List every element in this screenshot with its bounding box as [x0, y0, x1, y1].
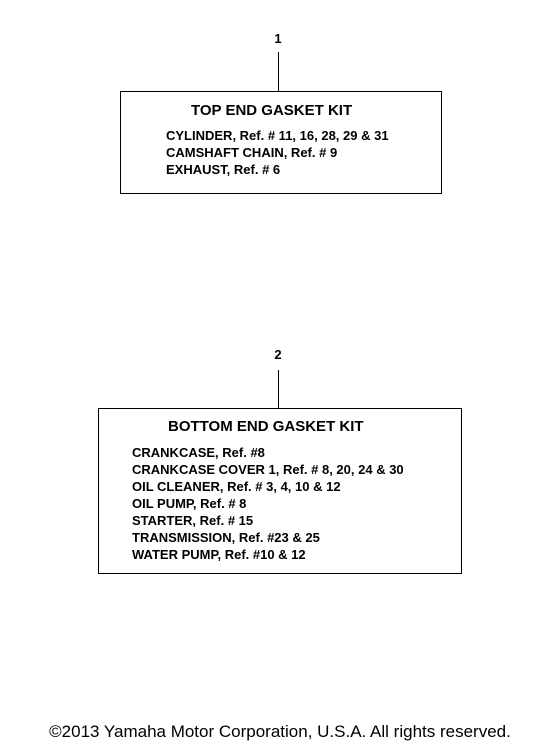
kit-item: CRANKCASE, Ref. #8: [132, 445, 265, 460]
copyright-notice: ©2013 Yamaha Motor Corporation, U.S.A. All rights reserved.: [49, 722, 511, 741]
top-end-gasket-kit-box: [120, 91, 442, 194]
kit-item: STARTER, Ref. # 15: [132, 513, 254, 528]
kit-item: WATER PUMP, Ref. #10 & 12: [132, 547, 306, 562]
kit-item: CAMSHAFT CHAIN, Ref. # 9: [166, 145, 338, 160]
top-end-gasket-kit-title: TOP END GASKET KIT: [191, 102, 353, 119]
kit-item: EXHAUST, Ref. # 6: [166, 162, 281, 177]
kit-item: TRANSMISSION, Ref. #23 & 25: [132, 530, 320, 545]
kit-item: OIL CLEANER, Ref. # 3, 4, 10 & 12: [132, 479, 341, 494]
leader-line-2: [278, 370, 279, 408]
callout-number-2: 2: [274, 347, 282, 362]
kit-item: CRANKCASE COVER 1, Ref. # 8, 20, 24 & 30: [132, 462, 404, 477]
callout-number-1: 1: [274, 31, 282, 46]
kit-item: CYLINDER, Ref. # 11, 16, 28, 29 & 31: [166, 128, 389, 143]
leader-line-1: [278, 52, 279, 91]
top-end-gasket-kit-list: [166, 127, 389, 178]
kit-item: OIL PUMP, Ref. # 8: [132, 496, 247, 511]
bottom-end-gasket-kit-box: [98, 408, 462, 574]
bottom-end-gasket-kit-title: BOTTOM END GASKET KIT: [168, 418, 364, 435]
bottom-end-gasket-kit-list: [132, 444, 404, 563]
